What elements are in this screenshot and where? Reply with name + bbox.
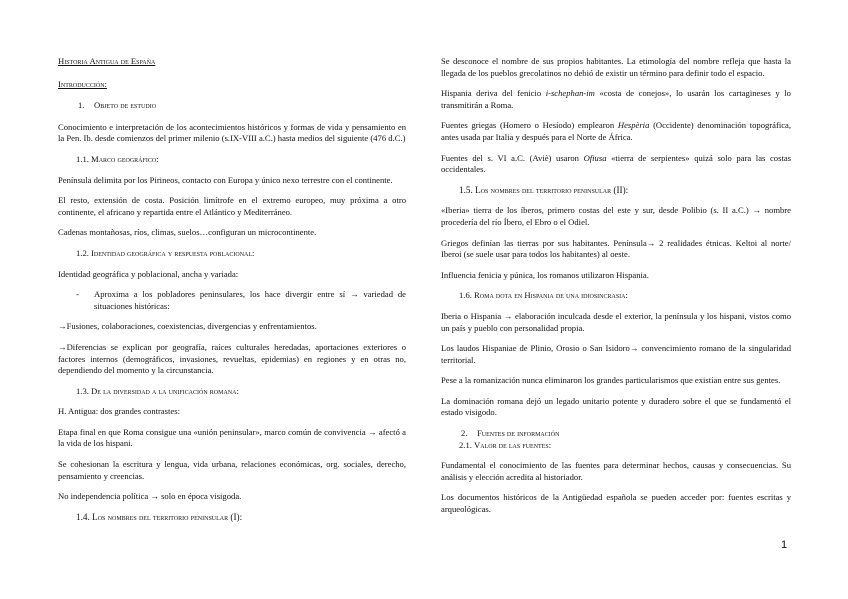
- bullet-dash: -: [76, 289, 79, 300]
- paragraph: Se desconoce el nombre de sus propios habitantes. La etimología del nombre refleja que hasta la llegada de los pueblos grecolatinos no debió de existir un término para definir todo el espacio.: [441, 56, 791, 78]
- document-title: Historia Antigua de España: [58, 56, 156, 66]
- paragraph: Fuentes griegas (Homero o Hesíodo) emplearon Hespèria (Occidente) denominación topográfica, antes usada par Italia y después para el Norte de África.: [441, 120, 791, 142]
- paragraph: Influencia fenicia y púnica, los romanos utilizaron Hispania.: [441, 269, 649, 280]
- section-1-6-heading: 1.6. Roma dota en Hispania de una idiosincrasia:: [459, 290, 628, 301]
- bullet-item: [58, 289, 406, 312]
- paragraph: →Fusiones, colaboraciones, coexistencias, divergencias y enfrentamientos.: [58, 321, 317, 332]
- right-column: [441, 56, 791, 525]
- paragraph: La dominación romana dejó un legado unitario potente y duradero sobre el que se fundamentó el estado visigodo.: [441, 395, 791, 418]
- paragraph: Pese a la romanización nunca eliminaron los grandes particularismos que existían entre sus gentes.: [441, 375, 781, 386]
- section-1-4-heading: 1.4. Los nombres del territorio peninsular (I):: [76, 511, 243, 522]
- page-number: 1: [781, 539, 788, 551]
- paragraph: Los documentos históricos de la Antigüedad española se pueden acceder por: fuentes escritas y arqueológicas.: [441, 492, 791, 515]
- section-1-heading: 1. Objeto de estudio: [78, 100, 157, 111]
- section-1-3-heading: 1.3. De la diversidad a la unificación romana:: [76, 385, 239, 396]
- section-2-1-heading: 2.1. Valor de las fuentes:: [459, 439, 552, 450]
- intro-heading: Introducción:: [58, 78, 107, 89]
- paragraph: Fuentes del s. VI a.C. (Aviè) usaron Ofiusa «tierra de serpientes» quizá solo para las costas occidentales.: [441, 152, 791, 175]
- section-2-heading: 2. Fuentes de información: [461, 428, 560, 439]
- paragraph: Iberia o Hispania → elaboración inculcada desde el exterior, la península y los hispani, vistos como un país y pueblo con personalidad propia.: [441, 310, 791, 333]
- bullet-text: Aproxima a los pobladores peninsulares, los hace divergir entre sí → variedad de situaciones históricas:: [94, 289, 406, 311]
- paragraph: «Iberia» tierra de los íberos, primero costas del este y sur, desde Polibio (s. II a.C.) → nombre procedería del río Íbero, el Ebro o el Odiel.: [441, 205, 791, 227]
- paragraph: H. Antigua: dos grandes contrastes:: [58, 406, 180, 417]
- paragraph: Península delimita por los Pirineos, contacto con Europa y único nexo terrestre con el continente.: [58, 174, 393, 185]
- paragraph: Etapa final en que Roma consigue una «unión peninsular», marco común de convivencia → afectó a la vida de los hispani.: [58, 426, 406, 449]
- paragraph: No independencia política → solo en época visigoda.: [58, 491, 242, 502]
- paragraph: El resto, extensión de costa. Posición limítrofe en el extremo europeo, muy próxima a otro continente, el africano y repartida entre el Atlántico y Mediterráneo.: [58, 195, 406, 217]
- paragraph: Griegos definían las tierras por sus habitantes. Península→ 2 realidades étnicas. Keltoi al norte/ Iberoi (se suele usar para todos los habitantes) al oeste.: [441, 237, 791, 260]
- paragraph: Fundamental el conocimiento de las fuentes para determinar hechos, causas y consecuencias. Su análisis y elección acredita al historiador.: [441, 460, 791, 482]
- section-1-5-heading: 1.5. Los nombres del territorio peninsular (II):: [459, 184, 629, 195]
- left-column: [58, 56, 406, 532]
- paragraph: Hispania deriva del fenicio i-schephan-im «costa de conejos», lo usarán los cartagineses y lo transmitirán a Roma.: [441, 88, 791, 110]
- section-1-2-heading: 1.2. Identidad geográfica y respuesta poblacional:: [76, 247, 255, 258]
- section-1-1-heading: 1.1. Marco geográfico:: [76, 153, 159, 164]
- paragraph: →Diferencias se explican por geografía, raíces culturales heredadas, aportaciones exteriores o factores internos (demográficos, invasiones, revueltas, epidemias) en regiones y en otras no, dependiendo del momento y la circunstancia.: [58, 341, 406, 376]
- paragraph: Los laudos Hispaniae de Plinio, Orosio o San Isidoro→ convencimiento romano de la singularidad territorial.: [441, 343, 791, 365]
- paragraph: Identidad geográfica y poblacional, ancha y variada:: [58, 268, 239, 279]
- paragraph: Conocimiento e interpretación de los acontecimientos históricos y formas de vida y pensamiento en la Pen. Ib. desde comienzos del primer milenio (s.IX-VIII a.C.) hasta medios del siguiente (476 d.C.): [58, 121, 406, 144]
- paragraph: Cadenas montañosas, ríos, climas, suelos…configuran un microcontinente.: [58, 227, 317, 238]
- paragraph: Se cohesionan la escritura y lengua, vida urbana, relaciones económicas, org. sociales, derecho, pensamiento y creencias.: [58, 459, 406, 481]
